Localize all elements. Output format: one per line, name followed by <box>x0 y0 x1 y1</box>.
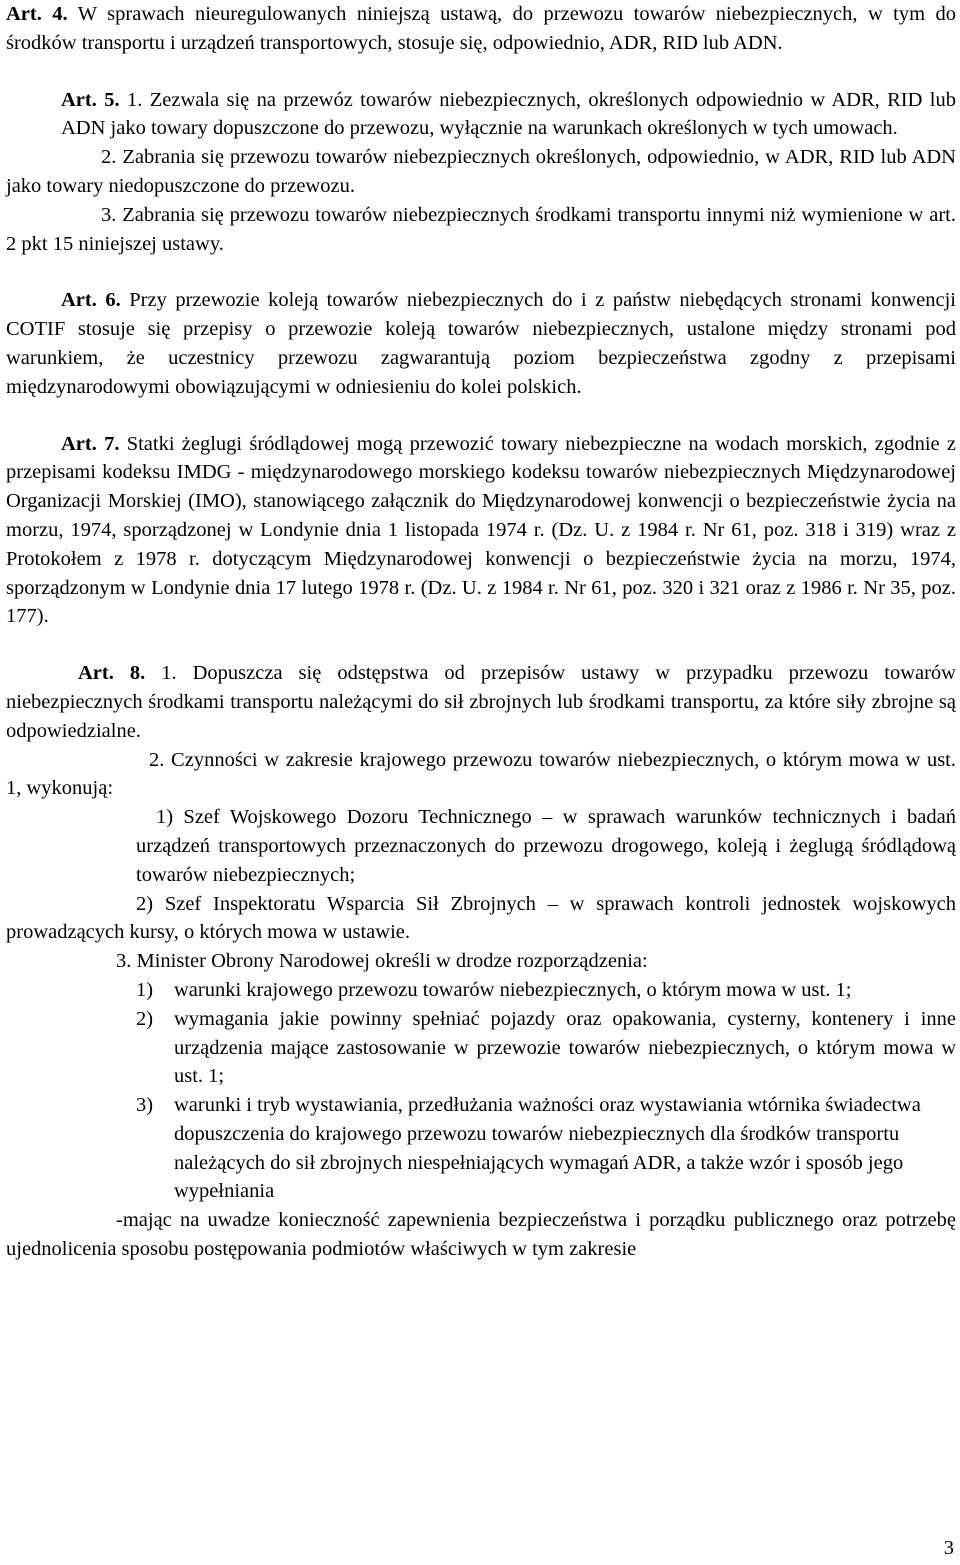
art5-p3-text: Zabrania się przewozu towarów niebezpiecznych środkami transportu innymi niż wymienione w art. 2 pkt 15 niniejszej ustawy. <box>6 203 956 255</box>
list-item-number: 1) <box>136 978 154 1001</box>
art8-p3: 3. Minister Obrony Narodowej określi w drodze rozporządzenia: <box>116 950 648 973</box>
art7-paragraph <box>6 430 956 632</box>
art7-label: Art. 7. <box>61 432 120 455</box>
document-page <box>6 0 956 1264</box>
art8-closing: -mając na uwadze konieczność zapewnienia bezpieczeństwa i porządku publicznego oraz potrzebę ujednolicenia sposobu postępowania podmiotów właściwych w tym zakresie <box>6 1209 956 1261</box>
art5-p2 <box>6 143 956 201</box>
page-number: 3 <box>943 1537 954 1560</box>
list-item <box>136 1005 956 1091</box>
art5-p1-text: 1. Zezwala się na przewóz towarów niebezpiecznych, określonych odpowiednio w ADR, RID lub ADN jako towary dopuszczone do przewozu, wyłącznie na warunkach określonych w tych umowach. <box>61 88 956 140</box>
list-item-number: 3) <box>136 1094 154 1117</box>
art4-text: W sprawach nieuregulowanych niniejszą ustawą, do przewozu towarów niebezpiecznych, w tym do środków transportu i urządzeń transportowych, stosuje się, odpowiednio, ADR, RID lub ADN. <box>6 3 957 54</box>
art4-label: Art. 4. <box>6 3 68 25</box>
art5-label: Art. 5. <box>61 88 120 111</box>
art5-p3 <box>6 201 956 259</box>
art7-text: Statki żeglugi śródlądowej mogą przewozić towary niebezpieczne na wodach morskich, zgodnie z przepisami kodeksu IMDG - międzynarodowego morskiego kodeksu towarów niebezpiecznych Międzynarodowej Organizacji Morskiej (IMO), stanowiącego załącznik do Międzynarodowej konwencji o bezpieczeństwie życia na morzu, 1974, sporządzonej w Londynie dnia 1 listopada 1974 r. (Dz. U. z 1984 r. Nr 61, poz. 318 i 319) wraz z Protokołem z 1978 r. dotyczącym Międzynarodowej konwencji o bezpieczeństwie życia na morzu, 1974, sporządzonym w Londynie dnia 17 lutego 1978 r. (Dz. U. z 1984 r. Nr 61, poz. 320 i 321 oraz z 1986 r. Nr 35, poz. 177). <box>6 432 956 628</box>
art8-p1 <box>6 659 956 745</box>
list-item <box>136 976 956 1005</box>
list-item-text: warunki i tryb wystawiania, przedłużania ważności oraz wystawiania wtórnika świadectwa dopuszczenia do krajowego przewozu towarów niebezpiecznych dla środków transportu należących do sił zbrojnych niespełniających wymagań ADR, a także wzór i sposób jego wypełniania <box>174 1094 921 1203</box>
art8-label: Art. 8. <box>78 662 146 685</box>
art8-p2: 2. Czynności w zakresie krajowego przewozu towarów niebezpiecznych, o którym mowa w ust. 1, wykonują: <box>6 748 956 800</box>
art6-text: Przy przewozie koleją towarów niebezpiecznych do i z państw niebędących stronami konwencji COTIF stosuje się przepisy o przewozie koleją towarów niebezpiecznych, ustalone między stronami pod warunkiem, że uczestnicy przewozu zagwarantują poziom bezpieczeństwa zgodny z przepisami międzynarodowymi obowiązującymi w odniesieniu do kolei polskich. <box>6 289 956 398</box>
art5-p2-num: 2. <box>101 146 117 169</box>
art8-p3-list <box>6 976 956 1206</box>
art4-paragraph <box>6 0 956 58</box>
art5-p3-num: 3. <box>101 203 117 226</box>
list-item-text: wymagania jakie powinny spełniać pojazdy oraz opakowania, cysterny, kontenery i inne urządzenia mające zastosowanie w przewozie towarów niebezpiecznych, o którym mowa w ust. 1; <box>174 1007 956 1088</box>
art6-paragraph <box>6 286 956 401</box>
list-item <box>136 1091 956 1206</box>
list-item-number: 2) <box>136 1007 154 1030</box>
art6-label: Art. 6. <box>61 289 121 312</box>
art5-p2-text: Zabrania się przewozu towarów niebezpiecznych określonych, odpowiednio, w ADR, RID lub ADN jako towary niedopuszczone do przewozu. <box>6 146 956 197</box>
art5-p1 <box>6 86 956 144</box>
art8-p2-item-1: 1) Szef Wojskowego Dozoru Technicznego – w sprawach warunków technicznych i badań urządzeń transportowych przeznaczonych do przewozu drogowego, koleją i żeglugą śródlądową towarów niebezpiecznych; <box>136 806 956 886</box>
list-item-text: warunki krajowego przewozu towarów niebezpiecznych, o którym mowa w ust. 1; <box>174 978 852 1001</box>
art8-p1-text: 1. Dopuszcza się odstępstwa od przepisów ustawy w przypadku przewozu towarów niebezpiecznych środkami transportu należącymi do sił zbrojnych lub środkami transportu, za które siły zbrojne są odpowiedzialne. <box>6 662 956 742</box>
art8-p2-item-2: 2) Szef Inspektoratu Wsparcia Sił Zbrojnych – w sprawach kontroli jednostek wojskowych prowadzących kursy, o których mowa w ustawie. <box>6 892 956 944</box>
